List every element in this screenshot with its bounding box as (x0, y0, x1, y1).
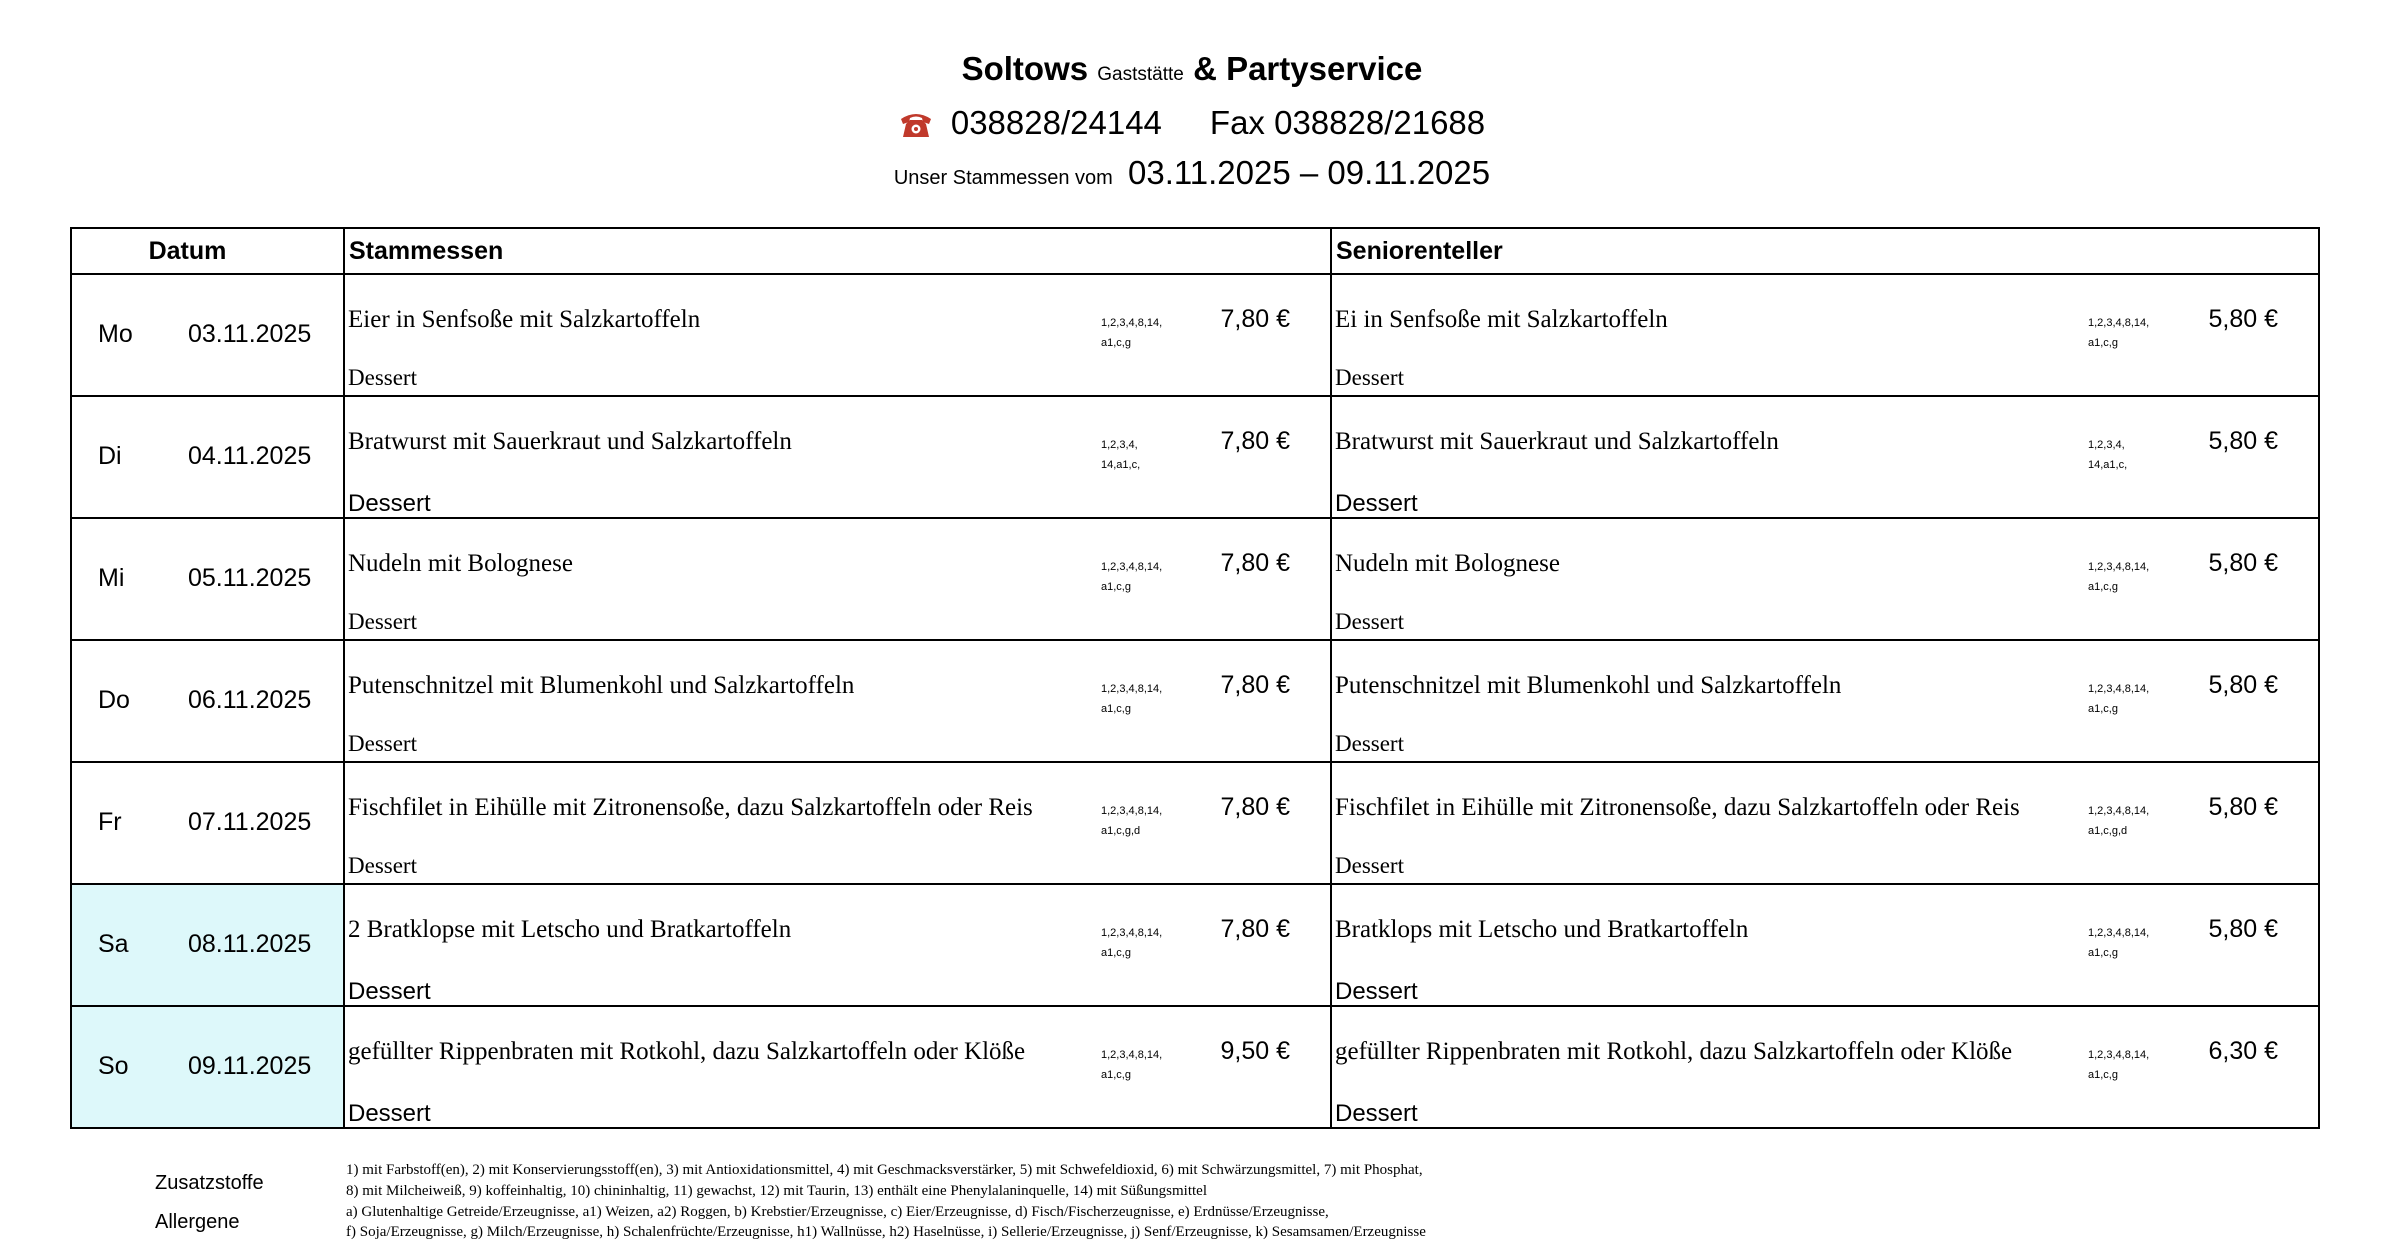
additives-line: 1,2,3,4,8,14, (2088, 561, 2150, 573)
dessert-label: Dessert (1335, 365, 1404, 390)
dessert-label: Dessert (348, 731, 417, 756)
dish-name: Nudeln mit Bolognese (348, 550, 573, 577)
dessert-label: Dessert (348, 365, 417, 390)
table-row (71, 274, 2319, 396)
dessert-label: Dessert (348, 609, 417, 634)
dish-price: 5,80 € (2208, 427, 2278, 455)
col-header-seniorenteller: Seniorenteller (1331, 228, 2319, 274)
contact-line (0, 104, 2384, 148)
stammessen-cell (344, 1006, 1331, 1128)
date-cell (71, 518, 344, 640)
additives-codes (2088, 923, 2149, 963)
additives-codes (1101, 923, 1162, 963)
additives-line: 1,2,3,4,8,14, (1101, 561, 1163, 573)
fax-number: Fax 038828/21688 (1209, 104, 1486, 141)
additives-line: 1,2,3,4,8,14, (1101, 927, 1163, 939)
dish-name: Bratwurst mit Sauerkraut und Salzkartoffeln (1335, 428, 1779, 455)
additives-line: 1,2,3,4,8,14, (1101, 805, 1163, 817)
additives-line: a1,c,g (2088, 703, 2118, 715)
additives-line: 1,2,3,4,8,14, (2088, 805, 2150, 817)
dish-price: 5,80 € (2208, 549, 2278, 577)
dish-name: 2 Bratklopse mit Letscho und Bratkartoffeln (348, 916, 792, 943)
weekday: So (98, 1052, 129, 1080)
seniorenteller-cell (1331, 518, 2319, 640)
date-cell (71, 396, 344, 518)
date: 05.11.2025 (188, 564, 312, 592)
seniorenteller-cell (1331, 274, 2319, 396)
additives-codes (2088, 1045, 2149, 1085)
dessert-label: Dessert (348, 853, 417, 878)
zusatzstoffe-label: Zusatzstoffe (155, 1172, 264, 1194)
additives-line: a1,c,g (1101, 947, 1131, 959)
dish-name: Nudeln mit Bolognese (1335, 550, 1560, 577)
dish-name: gefüllter Rippenbraten mit Rotkohl, dazu Salzkartoffeln oder Klöße (348, 1038, 1026, 1065)
allergene-label: Allergene (155, 1211, 240, 1233)
dessert-label: Dessert (348, 490, 431, 517)
stammessen-cell (344, 396, 1331, 518)
additives-line: 14,a1,c, (1101, 459, 1141, 471)
additives-codes (2088, 557, 2149, 597)
additives-line: 1,2,3,4, (2088, 439, 2125, 451)
dish-price: 7,80 € (1220, 427, 1290, 455)
stammessen-cell (344, 274, 1331, 396)
weekday: Mi (98, 564, 125, 592)
additives-codes (1101, 435, 1140, 475)
additives-codes (1101, 679, 1162, 719)
additives-line: 1,2,3,4,8,14, (2088, 683, 2150, 695)
date-cell (71, 762, 344, 884)
dish-name: Bratwurst mit Sauerkraut und Salzkartoffeln (348, 428, 792, 455)
additives-line: 14,a1,c, (2088, 459, 2128, 471)
dessert-label: Dessert (348, 1100, 431, 1127)
additives-line: a1,c,g (2088, 581, 2118, 593)
additives-codes (2088, 679, 2149, 719)
dessert-label: Dessert (1335, 731, 1404, 756)
date-cell (71, 274, 344, 396)
weekday: Sa (98, 930, 129, 958)
additives-codes (1101, 801, 1162, 841)
stammessen-cell (344, 884, 1331, 1006)
menu-table (70, 227, 2320, 1129)
date: 03.11.2025 (188, 320, 312, 348)
additives-line: 1,2,3,4,8,14, (1101, 1049, 1163, 1061)
additives-line: a1,c,g (2088, 1069, 2118, 1081)
title-subtitle: Gaststätte (1097, 64, 1184, 85)
col-header-datum: Datum (71, 228, 344, 274)
period-line (0, 154, 2384, 192)
additives-codes (1101, 313, 1162, 353)
dish-price: 7,80 € (1220, 671, 1290, 699)
dessert-label: Dessert (1335, 609, 1404, 634)
table-row (71, 1006, 2319, 1128)
dish-name: Ei in Senfsoße mit Salzkartoffeln (1335, 306, 1668, 333)
table-row (71, 884, 2319, 1006)
col-header-stammessen: Stammessen (344, 228, 1331, 274)
dish-price: 5,80 € (2208, 793, 2278, 821)
dish-name: Fischfilet in Eihülle mit Zitronensoße, dazu Salzkartoffeln oder Reis (348, 794, 1033, 821)
table-header-row (71, 228, 2319, 274)
additives-line: a1,c,g,d (2088, 825, 2128, 837)
weekday: Mo (98, 320, 133, 348)
additives-line: 1,2,3,4,8,14, (1101, 683, 1163, 695)
date-cell (71, 884, 344, 1006)
additives-line: a1,c,g (2088, 337, 2118, 349)
title-name: Soltows (961, 50, 1089, 87)
dish-price: 6,30 € (2208, 1037, 2278, 1065)
title-service: & Partyservice (1193, 50, 1423, 87)
additives-line: 1,2,3,4,8,14, (2088, 317, 2150, 329)
dessert-label: Dessert (348, 978, 431, 1005)
dish-name: Putenschnitzel mit Blumenkohl und Salzkartoffeln (348, 672, 855, 699)
additives-codes (2088, 801, 2149, 841)
additives-line: a1,c,g (1101, 703, 1131, 715)
period-label: Unser Stammessen vom (893, 167, 1113, 189)
dessert-label: Dessert (1335, 490, 1418, 517)
additives-codes (2088, 313, 2149, 353)
dessert-label: Dessert (1335, 1100, 1418, 1127)
additives-codes (2088, 435, 2127, 475)
restaurant-title (0, 50, 2384, 88)
table-row (71, 640, 2319, 762)
additives-line: 1,2,3,4,8,14, (2088, 927, 2150, 939)
table-row (71, 396, 2319, 518)
dish-price: 7,80 € (1220, 549, 1290, 577)
seniorenteller-cell (1331, 1006, 2319, 1128)
dish-name: gefüllter Rippenbraten mit Rotkohl, dazu Salzkartoffeln oder Klöße (1335, 1038, 2013, 1065)
date: 08.11.2025 (188, 930, 312, 958)
dish-price: 7,80 € (1220, 915, 1290, 943)
dish-name: Fischfilet in Eihülle mit Zitronensoße, dazu Salzkartoffeln oder Reis (1335, 794, 2020, 821)
date-cell (71, 640, 344, 762)
additives-line: a1,c,g,d (1101, 825, 1141, 837)
date: 04.11.2025 (188, 442, 312, 470)
additives-line: a1,c,g (1101, 1069, 1131, 1081)
seniorenteller-cell (1331, 640, 2319, 762)
table-row (71, 762, 2319, 884)
date-cell (71, 1006, 344, 1128)
weekday: Fr (98, 808, 122, 836)
additives-line: 1,2,3,4,8,14, (2088, 1049, 2150, 1061)
additives-line: 1,2,3,4, (1101, 439, 1138, 451)
phone-icon (899, 110, 933, 148)
additives-line: a1,c,g (1101, 581, 1131, 593)
dish-price: 9,50 € (1220, 1037, 1290, 1065)
date: 07.11.2025 (188, 808, 312, 836)
date: 06.11.2025 (188, 686, 312, 714)
seniorenteller-cell (1331, 396, 2319, 518)
seniorenteller-cell (1331, 884, 2319, 1006)
date: 09.11.2025 (188, 1052, 312, 1080)
dessert-label: Dessert (1335, 978, 1418, 1005)
dish-price: 7,80 € (1220, 793, 1290, 821)
seniorenteller-cell (1331, 762, 2319, 884)
additives-codes (1101, 1045, 1162, 1085)
stammessen-cell (344, 518, 1331, 640)
zusatzstoffe-text: 1) mit Farbstoff(en), 2) mit Konservierungsstoff(en), 3) mit Antioxidationsmittel, 4) mit Geschmacksverstärker, 5) mit Schwefeldioxid, 6) mit Schwärzungsmittel, 7) mit Phosphat, (346, 1162, 1423, 1178)
allergene-text: a) Glutenhaltige Getreide/Erzeugnisse, a1) Weizen, a2) Roggen, b) Krebstier/Erzeugnisse, c) Eier/Erzeugnisse, d) Fisch/Fischerzeugnisse, e) Erdnüsse/Erzeugnisse, (346, 1204, 1329, 1220)
zusatzstoffe-text: 8) mit Milcheiweiß, 9) koffeinhaltig, 10) chininhaltig, 11) gewachst, 12) mit Taurin, 13) enthält eine Phenylalaninquelle, 14) mit Süßungsmittel (346, 1183, 1208, 1199)
dish-price: 5,80 € (2208, 915, 2278, 943)
dish-price: 5,80 € (2208, 671, 2278, 699)
weekday: Do (98, 686, 130, 714)
dish-name: Eier in Senfsoße mit Salzkartoffeln (348, 306, 701, 333)
additives-line: a1,c,g (1101, 337, 1131, 349)
phone-number: 038828/24144 (950, 104, 1162, 141)
additives-line: a1,c,g (2088, 947, 2118, 959)
additives-line: 1,2,3,4,8,14, (1101, 317, 1163, 329)
table-row (71, 518, 2319, 640)
weekday: Di (98, 442, 122, 470)
stammessen-cell (344, 640, 1331, 762)
additives-codes (1101, 557, 1162, 597)
period-dates: 03.11.2025 – 09.11.2025 (1128, 154, 1491, 191)
dish-name: Bratklops mit Letscho und Bratkartoffeln (1335, 916, 1749, 943)
stammessen-cell (344, 762, 1331, 884)
dessert-label: Dessert (1335, 853, 1404, 878)
dish-price: 7,80 € (1220, 305, 1290, 333)
allergene-text: f) Soja/Erzeugnisse, g) Milch/Erzeugnisse, h) Schalenfrüchte/Erzeugnisse, h1) Wallnüsse, h2) Haselnüsse, i) Sellerie/Erzeugnisse, j) Senf/Erzeugnisse, k) Sesamsamen/Erzeugnisse (346, 1224, 1426, 1240)
dish-price: 5,80 € (2208, 305, 2278, 333)
dish-name: Putenschnitzel mit Blumenkohl und Salzkartoffeln (1335, 672, 1842, 699)
